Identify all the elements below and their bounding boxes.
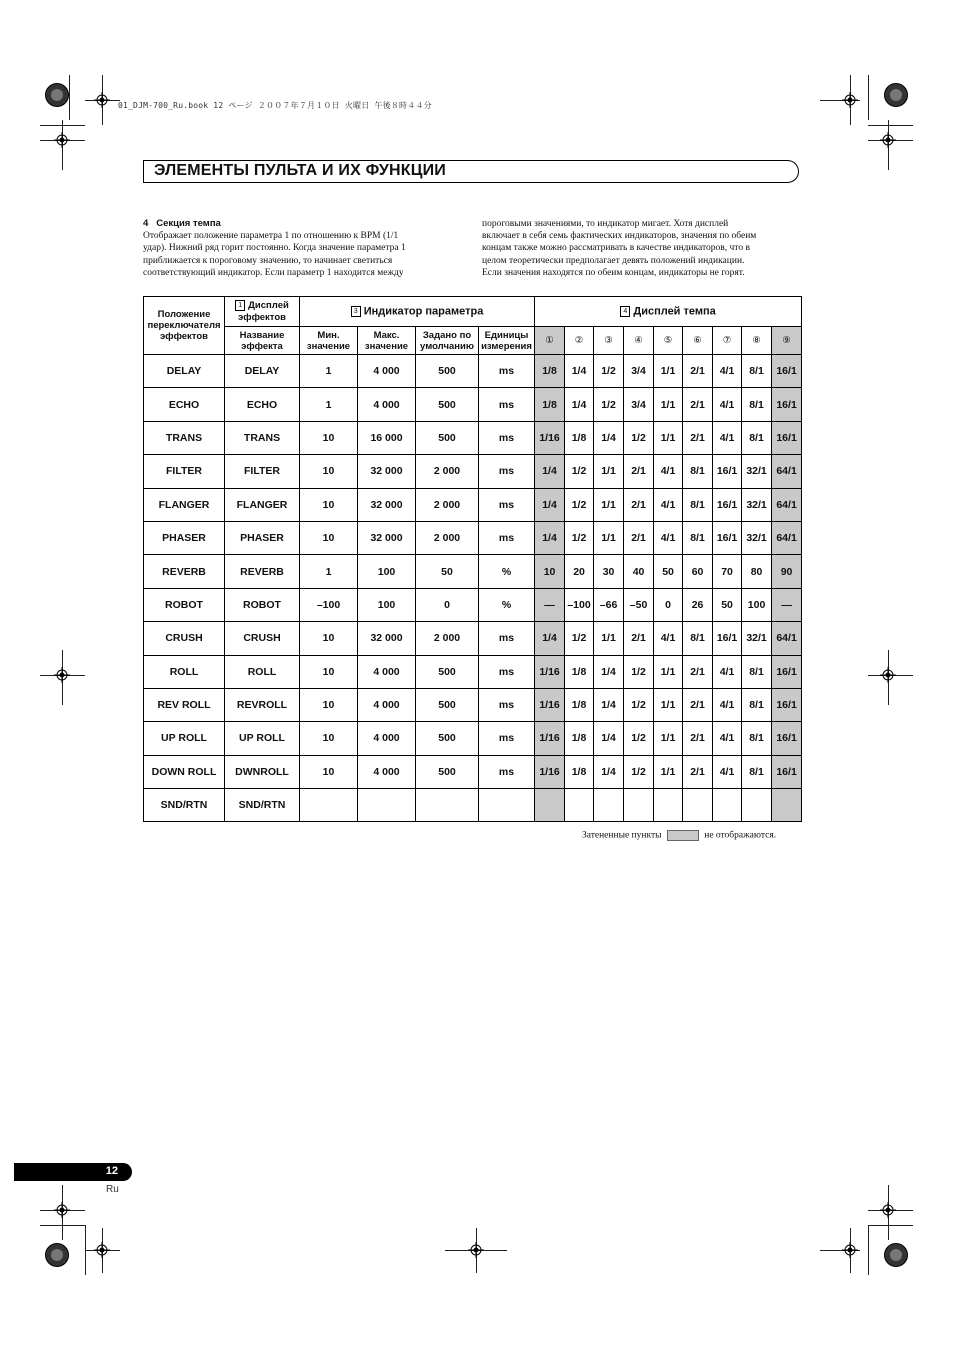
default-value-cell: 500 (416, 421, 479, 454)
tempo-position-6-cell: 8/1 (683, 622, 713, 655)
switch-position-cell: PHASER (144, 521, 225, 554)
switch-position-cell: DELAY (144, 355, 225, 388)
default-value-cell: 2 000 (416, 488, 479, 521)
tempo-position-4-cell: 1/2 (624, 655, 654, 688)
tempo-position-7-cell: 50 (713, 588, 742, 621)
units-cell: ms (479, 521, 535, 554)
tempo-position-3-cell: 1/4 (594, 722, 624, 755)
tempo-position-4-cell: 1/2 (624, 421, 654, 454)
tempo-position-4-cell: 2/1 (624, 622, 654, 655)
tempo-position-8-cell: 32/1 (742, 488, 772, 521)
units-cell: % (479, 555, 535, 588)
effect-name-cell: TRANS (225, 421, 300, 454)
text-line: целом теоретически предполагает девять положений индикации. (482, 255, 745, 266)
header-position-4: ④ (624, 327, 654, 355)
table-row (144, 688, 802, 721)
registration-target-icon (880, 1202, 896, 1218)
registration-target-icon (94, 92, 110, 108)
tempo-position-6-cell: 2/1 (683, 688, 713, 721)
tempo-position-6-cell: 8/1 (683, 455, 713, 488)
table-row (144, 622, 802, 655)
units-cell: ms (479, 355, 535, 388)
min-value-cell: 10 (300, 688, 358, 721)
units-cell: ms (479, 488, 535, 521)
tempo-position-2-cell: 1/2 (565, 622, 594, 655)
text-line: включает в себя семь фактических индикаторов, значения по обеим (482, 231, 757, 242)
effect-name-cell: ROBOT (225, 588, 300, 621)
max-value-cell: 4 000 (358, 355, 416, 388)
switch-position-cell: TRANS (144, 421, 225, 454)
effect-name-cell: ROLL (225, 655, 300, 688)
header-position-6: ⑥ (683, 327, 713, 355)
tempo-position-6-cell: 60 (683, 555, 713, 588)
page-title: ЭЛЕМЕНТЫ ПУЛЬТА И ИХ ФУНКЦИИ (154, 162, 446, 179)
section-body-right (482, 218, 802, 279)
text-line: удар). Нижний ряд горит постоянно. Когда значение параметра 1 (143, 243, 406, 254)
min-value-cell: –100 (300, 588, 358, 621)
tempo-position-2-cell: –100 (565, 588, 594, 621)
table-row (144, 722, 802, 755)
default-value-cell: 500 (416, 755, 479, 788)
page-number: 12 (105, 1165, 118, 1177)
switch-position-cell: ROLL (144, 655, 225, 688)
tempo-position-2-cell: 1/8 (565, 688, 594, 721)
tempo-position-6-cell: 2/1 (683, 388, 713, 421)
effect-name-cell: CRUSH (225, 622, 300, 655)
min-value-cell: 10 (300, 722, 358, 755)
effect-name-cell: ECHO (225, 388, 300, 421)
tempo-position-1-cell: 1/16 (535, 688, 565, 721)
tempo-position-1-cell (535, 789, 565, 822)
min-value-cell: 10 (300, 421, 358, 454)
registration-target-icon (880, 667, 896, 683)
max-value-cell: 32 000 (358, 622, 416, 655)
tempo-position-9-cell: 90 (772, 555, 802, 588)
tempo-position-2-cell: 1/8 (565, 421, 594, 454)
color-rosette-icon (45, 83, 69, 107)
tempo-position-1-cell: 10 (535, 555, 565, 588)
tempo-position-1-cell: 1/4 (535, 622, 565, 655)
switch-position-cell: UP ROLL (144, 722, 225, 755)
table-row (144, 355, 802, 388)
tempo-position-4-cell: 1/2 (624, 755, 654, 788)
tempo-position-5-cell (654, 789, 683, 822)
default-value-cell: 500 (416, 388, 479, 421)
effect-name-cell: REVERB (225, 555, 300, 588)
tempo-position-8-cell: 32/1 (742, 622, 772, 655)
switch-position-cell: REVERB (144, 555, 225, 588)
switch-position-cell: SND/RTN (144, 789, 225, 822)
tempo-position-5-cell: 4/1 (654, 488, 683, 521)
tempo-position-7-cell: 16/1 (713, 521, 742, 554)
effect-name-cell: DWNROLL (225, 755, 300, 788)
tempo-position-7-cell (713, 789, 742, 822)
tempo-position-9-cell: 64/1 (772, 622, 802, 655)
tempo-position-4-cell: 2/1 (624, 521, 654, 554)
switch-position-cell: FILTER (144, 455, 225, 488)
tempo-position-1-cell: 1/4 (535, 521, 565, 554)
tempo-position-4-cell (624, 789, 654, 822)
registration-target-icon (54, 1202, 70, 1218)
tempo-position-4-cell: 1/2 (624, 722, 654, 755)
tempo-position-6-cell: 2/1 (683, 421, 713, 454)
effect-name-cell: FLANGER (225, 488, 300, 521)
file-header: 01_DJM-700_Ru.book 12 ページ ２００７年７月１０日 火曜日 午後８時４４分 (118, 101, 432, 110)
language-code: Ru (106, 1184, 119, 1195)
switch-position-cell: REV ROLL (144, 688, 225, 721)
tempo-position-5-cell: 1/1 (654, 755, 683, 788)
units-cell: ms (479, 688, 535, 721)
tempo-position-3-cell: 1/4 (594, 688, 624, 721)
registration-target-icon (842, 1242, 858, 1258)
registration-target-icon (468, 1242, 484, 1258)
footnote-text-before: Затененные пункты (582, 830, 662, 841)
tempo-position-4-cell: 2/1 (624, 488, 654, 521)
tempo-position-9-cell: — (772, 588, 802, 621)
tempo-position-8-cell: 8/1 (742, 755, 772, 788)
section-heading (143, 218, 463, 230)
tempo-position-4-cell: 3/4 (624, 355, 654, 388)
tempo-position-6-cell: 2/1 (683, 655, 713, 688)
table-row (144, 388, 802, 421)
tempo-position-9-cell: 16/1 (772, 388, 802, 421)
tempo-position-8-cell: 100 (742, 588, 772, 621)
text-line: Отображает положение параметра 1 по отношению к BPM (1/1 (143, 231, 399, 242)
units-cell (479, 789, 535, 822)
tempo-position-7-cell: 16/1 (713, 488, 742, 521)
default-value-cell: 500 (416, 655, 479, 688)
tempo-position-2-cell: 1/8 (565, 722, 594, 755)
tempo-position-1-cell: 1/4 (535, 455, 565, 488)
tempo-position-1-cell: 1/8 (535, 388, 565, 421)
min-value-cell: 10 (300, 622, 358, 655)
tempo-position-2-cell (565, 789, 594, 822)
max-value-cell: 32 000 (358, 521, 416, 554)
default-value-cell: 0 (416, 588, 479, 621)
tempo-position-5-cell: 1/1 (654, 655, 683, 688)
tempo-position-2-cell: 1/4 (565, 355, 594, 388)
registration-target-icon (842, 92, 858, 108)
tempo-position-6-cell: 8/1 (683, 488, 713, 521)
color-rosette-icon (884, 83, 908, 107)
units-cell: ms (479, 421, 535, 454)
min-value-cell: 10 (300, 488, 358, 521)
default-value-cell: 2 000 (416, 455, 479, 488)
tempo-position-7-cell: 70 (713, 555, 742, 588)
header-position-9: ⑨ (772, 327, 802, 355)
text-line: Если значения находятся по обеим концам, индикаторы не горят. (482, 267, 745, 278)
tempo-position-9-cell: 16/1 (772, 722, 802, 755)
units-cell: ms (479, 655, 535, 688)
tempo-position-5-cell: 4/1 (654, 521, 683, 554)
header-position-8: ⑧ (742, 327, 772, 355)
table-row (144, 455, 802, 488)
header-position-7: ⑦ (713, 327, 742, 355)
tempo-position-1-cell: 1/16 (535, 421, 565, 454)
units-cell: ms (479, 622, 535, 655)
units-cell: ms (479, 755, 535, 788)
tempo-position-7-cell: 4/1 (713, 421, 742, 454)
tempo-position-1-cell: 1/16 (535, 722, 565, 755)
registration-target-icon (94, 1242, 110, 1258)
table-row (144, 655, 802, 688)
tempo-position-8-cell: 8/1 (742, 688, 772, 721)
table-row (144, 588, 802, 621)
header-param-indicator: 3 Индикатор параметра (300, 297, 535, 327)
text-line: пороговыми значениями, то индикатор мигает. Хотя дисплей (482, 219, 729, 229)
min-value-cell: 10 (300, 655, 358, 688)
tempo-position-6-cell: 2/1 (683, 722, 713, 755)
table-row (144, 421, 802, 454)
color-rosette-icon (45, 1243, 69, 1267)
effect-name-cell: REVROLL (225, 688, 300, 721)
tempo-position-3-cell: 1/1 (594, 455, 624, 488)
max-value-cell: 100 (358, 588, 416, 621)
tempo-position-5-cell: 4/1 (654, 455, 683, 488)
max-value-cell: 4 000 (358, 655, 416, 688)
tempo-position-2-cell: 1/4 (565, 388, 594, 421)
tempo-position-9-cell: 16/1 (772, 421, 802, 454)
tempo-position-5-cell: 4/1 (654, 622, 683, 655)
header-switch-position: Положение переключателя эффектов (144, 297, 225, 355)
effect-name-cell: DELAY (225, 355, 300, 388)
callout-number: 4 (620, 306, 630, 317)
max-value-cell: 4 000 (358, 755, 416, 788)
min-value-cell (300, 789, 358, 822)
header-effect-name: Название эффекта (225, 327, 300, 355)
tempo-table-body (144, 355, 802, 822)
switch-position-cell: ECHO (144, 388, 225, 421)
tempo-position-3-cell (594, 789, 624, 822)
tempo-position-3-cell: 1/4 (594, 655, 624, 688)
header-max-value: Макс. значение (358, 327, 416, 355)
table-row (144, 488, 802, 521)
default-value-cell: 500 (416, 355, 479, 388)
max-value-cell: 32 000 (358, 455, 416, 488)
tempo-position-1-cell: 1/16 (535, 655, 565, 688)
tempo-position-2-cell: 1/2 (565, 521, 594, 554)
tempo-position-5-cell: 1/1 (654, 688, 683, 721)
tempo-position-7-cell: 4/1 (713, 722, 742, 755)
effect-name-cell: PHASER (225, 521, 300, 554)
switch-position-cell: CRUSH (144, 622, 225, 655)
tempo-position-9-cell: 16/1 (772, 688, 802, 721)
tempo-position-8-cell: 8/1 (742, 722, 772, 755)
tempo-position-7-cell: 4/1 (713, 388, 742, 421)
tempo-position-9-cell: 64/1 (772, 521, 802, 554)
shade-swatch (667, 830, 699, 841)
effect-name-cell: UP ROLL (225, 722, 300, 755)
max-value-cell: 4 000 (358, 388, 416, 421)
tempo-position-8-cell: 8/1 (742, 655, 772, 688)
text-line: соответствующий индикатор. Если параметр 1 находится между (143, 267, 404, 278)
default-value-cell: 500 (416, 722, 479, 755)
registration-target-icon (54, 667, 70, 683)
tempo-position-8-cell: 8/1 (742, 421, 772, 454)
tempo-position-7-cell: 16/1 (713, 622, 742, 655)
tempo-position-9-cell: 16/1 (772, 655, 802, 688)
tempo-position-3-cell: 1/1 (594, 521, 624, 554)
units-cell: ms (479, 455, 535, 488)
header-tempo-display: 4 Дисплей темпа (535, 297, 802, 327)
section-number: 4 (143, 218, 149, 229)
table-row (144, 555, 802, 588)
color-rosette-icon (884, 1243, 908, 1267)
tempo-position-5-cell: 1/1 (654, 722, 683, 755)
effect-name-cell: SND/RTN (225, 789, 300, 822)
tempo-position-5-cell: 1/1 (654, 421, 683, 454)
default-value-cell: 50 (416, 555, 479, 588)
tempo-position-8-cell: 32/1 (742, 455, 772, 488)
tempo-position-4-cell: 3/4 (624, 388, 654, 421)
callout-number: 3 (351, 306, 361, 317)
tempo-position-3-cell: 1/4 (594, 421, 624, 454)
section-title: Секция темпа (156, 218, 221, 229)
switch-position-cell: FLANGER (144, 488, 225, 521)
min-value-cell: 1 (300, 355, 358, 388)
tempo-position-1-cell: — (535, 588, 565, 621)
max-value-cell: 4 000 (358, 722, 416, 755)
header-effects-display: 1 Дисплей эффектов (225, 297, 300, 327)
registration-target-icon (880, 132, 896, 148)
tempo-position-8-cell: 80 (742, 555, 772, 588)
max-value-cell: 100 (358, 555, 416, 588)
tempo-position-2-cell: 1/2 (565, 488, 594, 521)
default-value-cell: 2 000 (416, 521, 479, 554)
tempo-table (143, 296, 802, 822)
max-value-cell: 32 000 (358, 488, 416, 521)
table-row (144, 755, 802, 788)
tempo-position-8-cell (742, 789, 772, 822)
tempo-position-3-cell: 1/1 (594, 488, 624, 521)
tempo-position-9-cell (772, 789, 802, 822)
tempo-position-4-cell: 1/2 (624, 688, 654, 721)
table-row (144, 789, 802, 822)
tempo-position-9-cell: 16/1 (772, 755, 802, 788)
footnote (582, 830, 776, 841)
page-title-box (143, 160, 799, 183)
tempo-position-1-cell: 1/4 (535, 488, 565, 521)
tempo-position-6-cell: 8/1 (683, 521, 713, 554)
switch-position-cell: DOWN ROLL (144, 755, 225, 788)
tempo-position-6-cell: 26 (683, 588, 713, 621)
callout-number: 1 (235, 300, 245, 311)
tempo-position-5-cell: 50 (654, 555, 683, 588)
header-units: Единицы измерения (479, 327, 535, 355)
tempo-position-7-cell: 4/1 (713, 755, 742, 788)
tempo-position-8-cell: 32/1 (742, 521, 772, 554)
default-value-cell (416, 789, 479, 822)
units-cell: % (479, 588, 535, 621)
tempo-position-3-cell: 1/2 (594, 355, 624, 388)
min-value-cell: 10 (300, 521, 358, 554)
default-value-cell: 500 (416, 688, 479, 721)
section-body-left (143, 230, 463, 279)
tempo-position-9-cell: 16/1 (772, 355, 802, 388)
tempo-position-9-cell: 64/1 (772, 455, 802, 488)
page-number-badge (14, 1163, 132, 1181)
tempo-position-7-cell: 4/1 (713, 355, 742, 388)
max-value-cell: 16 000 (358, 421, 416, 454)
tempo-position-7-cell: 4/1 (713, 688, 742, 721)
tempo-position-6-cell (683, 789, 713, 822)
tempo-position-3-cell: 1/2 (594, 388, 624, 421)
tempo-position-2-cell: 1/8 (565, 755, 594, 788)
max-value-cell: 4 000 (358, 688, 416, 721)
switch-position-cell: ROBOT (144, 588, 225, 621)
text-line: концам также можно рассматривать в качестве индикаторов, что в (482, 243, 750, 254)
tempo-position-5-cell: 1/1 (654, 388, 683, 421)
text-line: приближается к пороговому значению, то начинает светиться (143, 255, 393, 266)
tempo-position-3-cell: 30 (594, 555, 624, 588)
tempo-position-3-cell: 1/1 (594, 622, 624, 655)
default-value-cell: 2 000 (416, 622, 479, 655)
tempo-position-2-cell: 1/2 (565, 455, 594, 488)
min-value-cell: 10 (300, 455, 358, 488)
section-right-column (482, 218, 802, 279)
tempo-position-5-cell: 0 (654, 588, 683, 621)
tempo-position-9-cell: 64/1 (772, 488, 802, 521)
footnote-text-after: не отображаются. (704, 830, 777, 841)
table-row (144, 521, 802, 554)
tempo-position-1-cell: 1/8 (535, 355, 565, 388)
tempo-position-2-cell: 20 (565, 555, 594, 588)
units-cell: ms (479, 388, 535, 421)
tempo-position-7-cell: 4/1 (713, 655, 742, 688)
tempo-position-4-cell: 40 (624, 555, 654, 588)
tempo-position-4-cell: 2/1 (624, 455, 654, 488)
section-left-column (143, 218, 463, 279)
effect-name-cell: FILTER (225, 455, 300, 488)
max-value-cell (358, 789, 416, 822)
header-position-3: ③ (594, 327, 624, 355)
tempo-position-1-cell: 1/16 (535, 755, 565, 788)
tempo-position-3-cell: 1/4 (594, 755, 624, 788)
header-default-value: Задано по умолчанию (416, 327, 479, 355)
tempo-position-4-cell: –50 (624, 588, 654, 621)
tempo-position-8-cell: 8/1 (742, 355, 772, 388)
min-value-cell: 10 (300, 755, 358, 788)
units-cell: ms (479, 722, 535, 755)
tempo-position-7-cell: 16/1 (713, 455, 742, 488)
header-position-1: ① (535, 327, 565, 355)
min-value-cell: 1 (300, 388, 358, 421)
tempo-position-6-cell: 2/1 (683, 355, 713, 388)
tempo-position-2-cell: 1/8 (565, 655, 594, 688)
registration-target-icon (54, 132, 70, 148)
header-min-value: Мин. значение (300, 327, 358, 355)
tempo-position-6-cell: 2/1 (683, 755, 713, 788)
tempo-position-3-cell: –66 (594, 588, 624, 621)
min-value-cell: 1 (300, 555, 358, 588)
header-position-2: ② (565, 327, 594, 355)
tempo-position-5-cell: 1/1 (654, 355, 683, 388)
header-position-5: ⑤ (654, 327, 683, 355)
tempo-position-8-cell: 8/1 (742, 388, 772, 421)
